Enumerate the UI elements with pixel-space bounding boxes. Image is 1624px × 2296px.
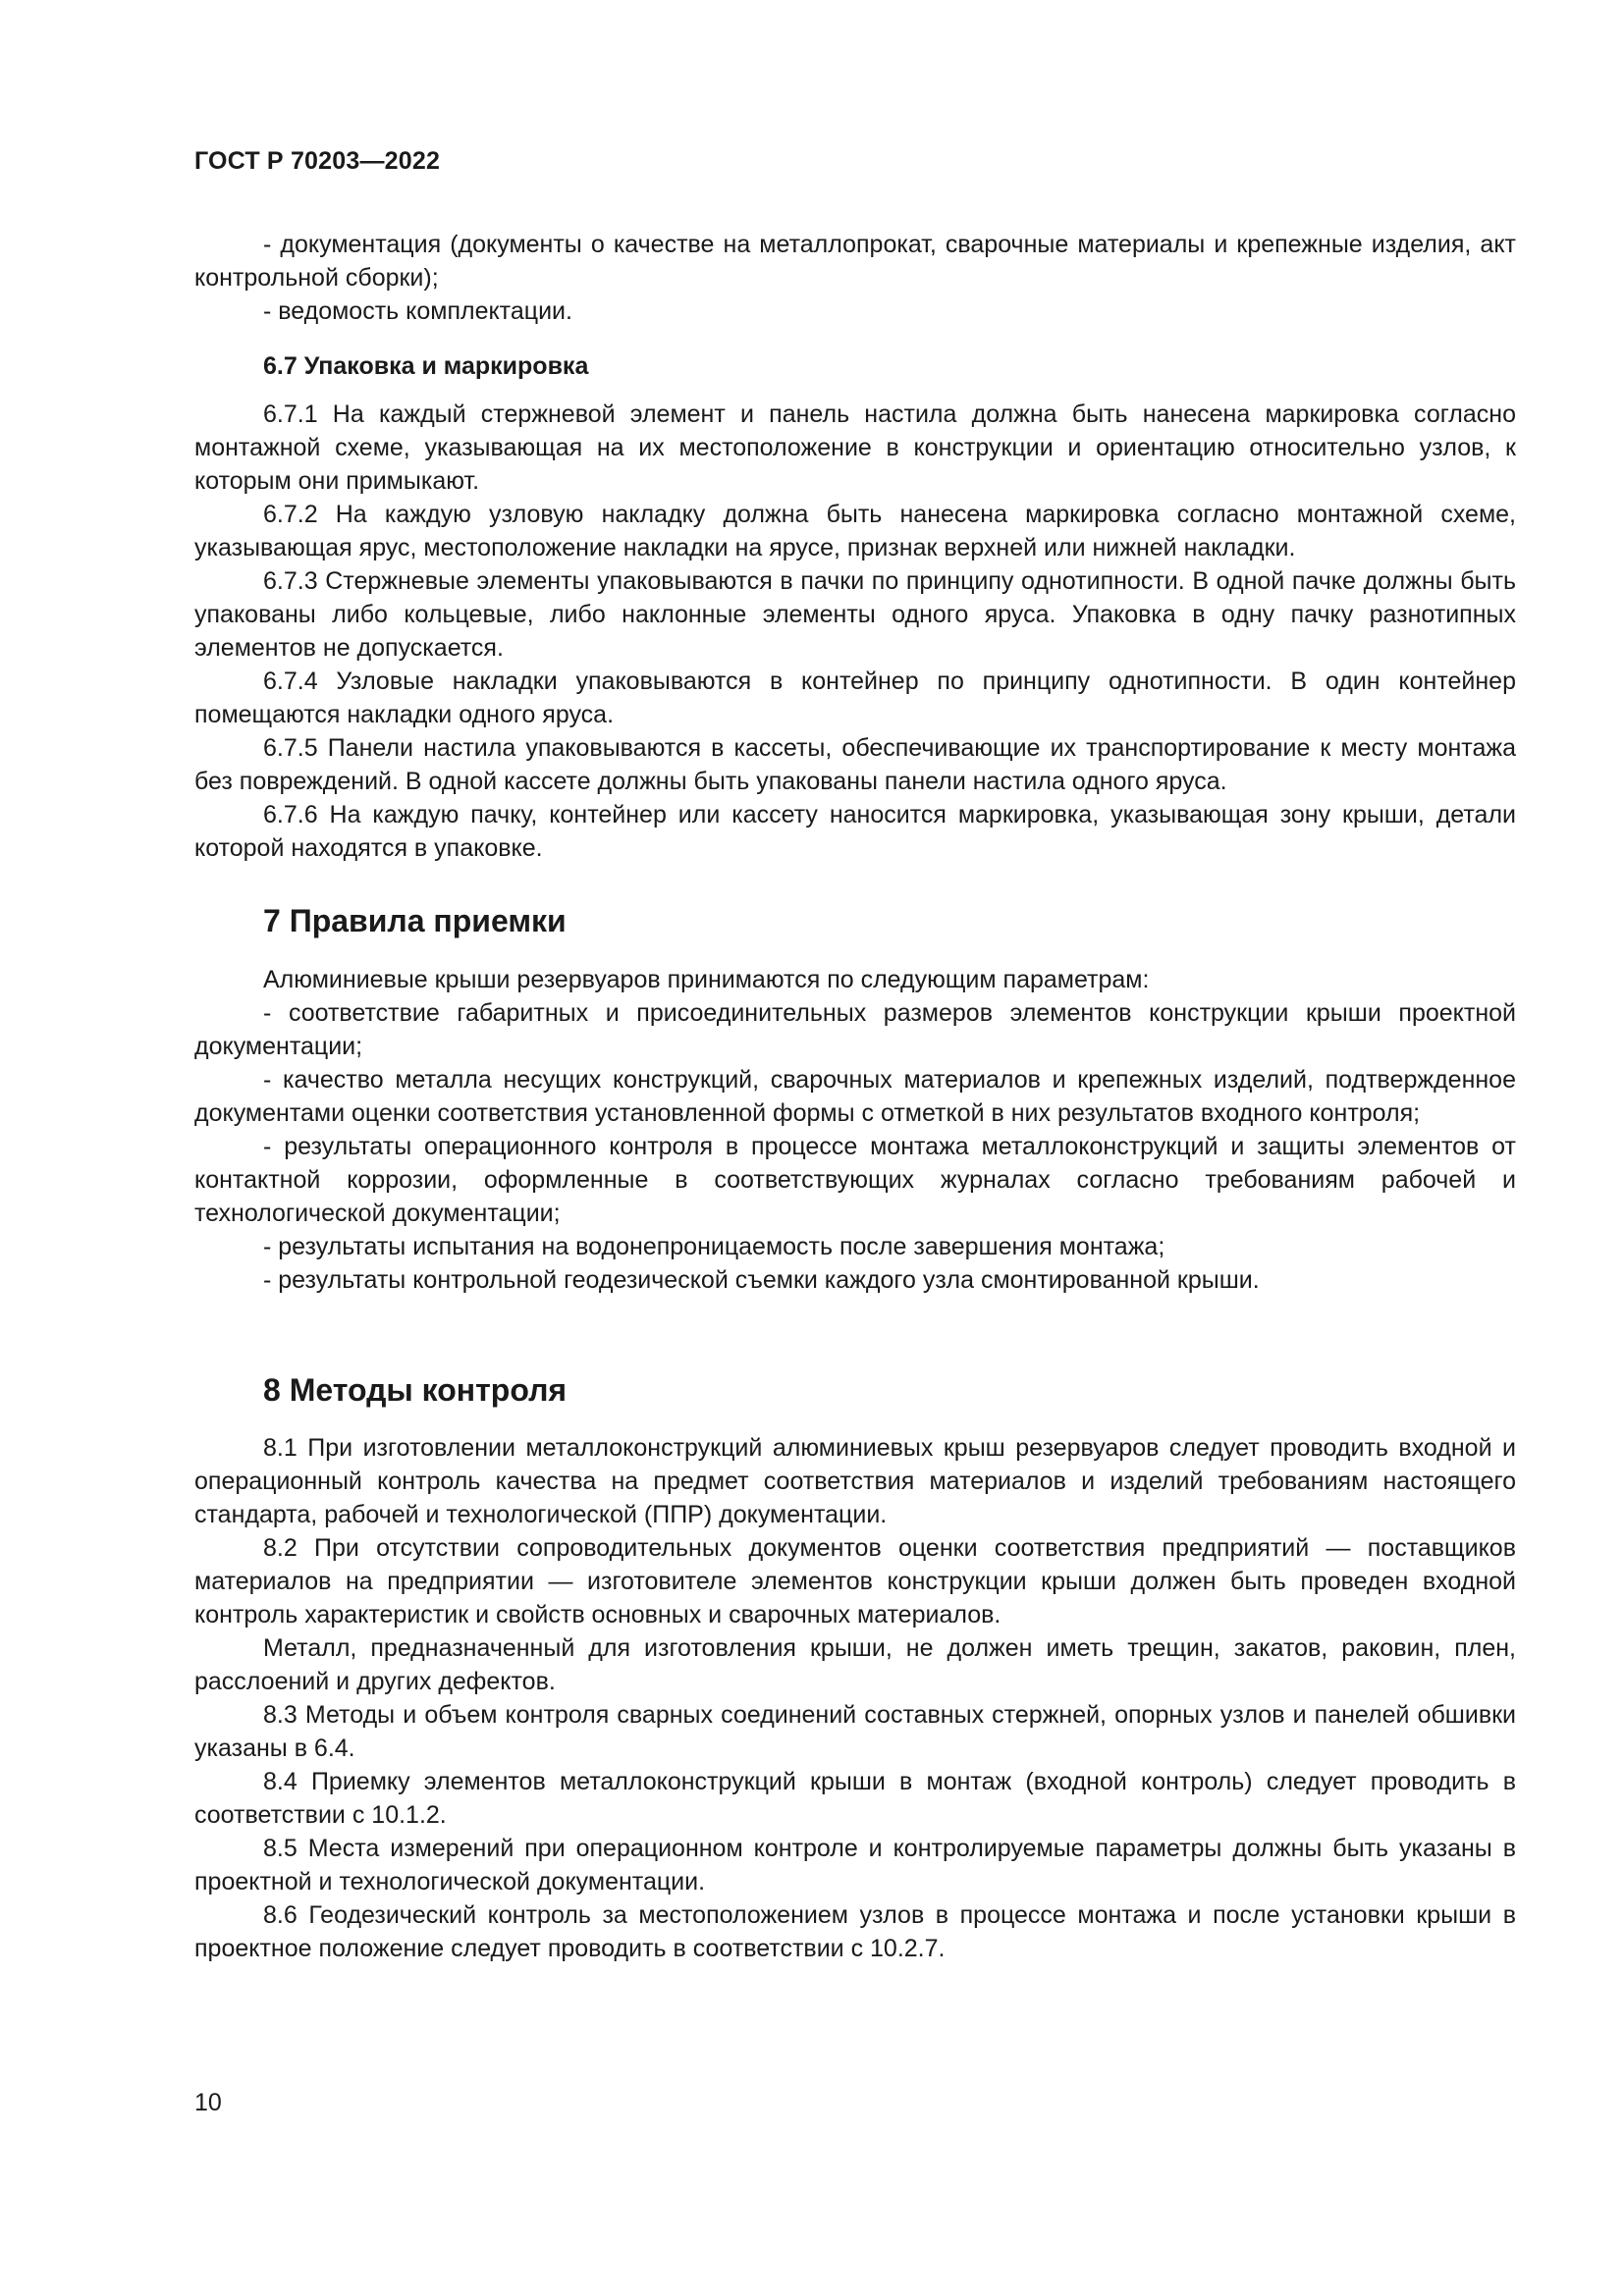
list-item: - соответствие габаритных и присоединительных размеров элементов конструкции крыши проектной документации; bbox=[194, 999, 1516, 1060]
standard-code-header: ГОСТ Р 70203—2022 bbox=[194, 147, 441, 175]
section-8-body bbox=[194, 1431, 1516, 1965]
list-item: - результаты операционного контроля в процессе монтажа металлоконструкций и защиты элементов от контактной коррозии, оформленные в соответствующих журналах согласно требованиям рабочей и технологической документации; bbox=[194, 1133, 1516, 1227]
intro-item: - ведомость комплектации. bbox=[263, 297, 572, 325]
section-7-body bbox=[194, 963, 1516, 1297]
paragraph: Алюминиевые крыши резервуаров принимаются по следующим параметрам: bbox=[263, 966, 1150, 993]
section-6-7-title: 6.7 Упаковка и маркировка bbox=[263, 352, 589, 380]
section-8-title: 8 Методы контроля bbox=[263, 1372, 568, 1408]
paragraph: 6.7.2 На каждую узловую накладку должна быть нанесена маркировка согласно монтажной схеме, указывающая ярус, местоположение накладки на ярусе, признак верхней или нижней накладки. bbox=[194, 501, 1516, 561]
paragraph: 8.6 Геодезический контроль за местоположением узлов в процессе монтажа и после установки крыши в проектное положение следует проводить в соответствии с 10.2.7. bbox=[194, 1901, 1516, 1962]
paragraph: 8.2 При отсутствии сопроводительных документов оценки соответствия предприятий — поставщиков материалов на предприятии — изготовителе элементов конструкции крыши должен быть проведен входной контроль характеристик и свойств основных и сварочных материалов. bbox=[194, 1534, 1516, 1629]
paragraph: 6.7.5 Панели настила упаковываются в кассеты, обеспечивающие их транспортирование к месту монтажа без повреждений. В одной кассете должны быть упакованы панели настила одного яруса. bbox=[194, 734, 1516, 795]
intro-item: - документация (документы о качестве на металлопрокат, сварочные материалы и крепежные изделия, акт контрольной сборки); bbox=[194, 231, 1516, 292]
list-item: - результаты испытания на водонепроницаемость после завершения монтажа; bbox=[263, 1233, 1165, 1260]
paragraph: 6.7.1 На каждый стержневой элемент и панель настила должна быть нанесена маркировка согласно монтажной схеме, указывающая на их местоположение в конструкции и ориентацию относительно узлов, к которым они примыкают. bbox=[194, 400, 1516, 495]
page-number: 10 bbox=[194, 2089, 222, 2116]
section-7 bbox=[194, 901, 1516, 940]
section-6-7 bbox=[194, 349, 1516, 383]
paragraph: 8.1 При изготовлении металлоконструкций алюминиевых крыш резервуаров следует проводить входной и операционный контроль качества на предмет соответствия материалов и изделий требованиям настоящего стандарта, рабочей и технологической (ППР) документации. bbox=[194, 1434, 1516, 1528]
paragraph: 6.7.6 На каждую пачку, контейнер или кассету наносится маркировка, указывающая зону крыши, детали которой находятся в упаковке. bbox=[194, 801, 1516, 862]
paragraph: 8.3 Методы и объем контроля сварных соединений составных стержней, опорных узлов и панелей обшивки указаны в 6.4. bbox=[194, 1701, 1516, 1762]
paragraph: 8.5 Места измерений при операционном контроле и контролируемые параметры должны быть указаны в проектной и технологической документации. bbox=[194, 1835, 1516, 1896]
section-7-title: 7 Правила приемки bbox=[263, 903, 567, 938]
paragraph: 6.7.4 Узловые накладки упаковываются в контейнер по принципу однотипности. В один контейнер помещаются накладки одного яруса. bbox=[194, 667, 1516, 728]
section-6-7-body bbox=[194, 398, 1516, 865]
list-item: - качество металла несущих конструкций, сварочных материалов и крепежных изделий, подтвержденное документами оценки соответствия установленной формы с отметкой в них результатов входного контроля; bbox=[194, 1066, 1516, 1127]
paragraph: 6.7.3 Стержневые элементы упаковываются в пачки по принципу однотипности. В одной пачке должны быть упакованы либо кольцевые, либо наклонные элементы одного яруса. Упаковка в одну пачку разнотипных элементов не допускается. bbox=[194, 567, 1516, 662]
paragraph: Металл, предназначенный для изготовления крыши, не должен иметь трещин, закатов, раковин, плен, расслоений и других дефектов. bbox=[194, 1634, 1516, 1695]
paragraph: 8.4 Приемку элементов металлоконструкций крыши в монтаж (входной контроль) следует проводить в соответствии с 10.1.2. bbox=[194, 1768, 1516, 1829]
list-item: - результаты контрольной геодезической съемки каждого узла смонтированной крыши. bbox=[263, 1266, 1260, 1294]
section-8 bbox=[194, 1370, 1516, 1410]
intro-block bbox=[194, 228, 1516, 328]
